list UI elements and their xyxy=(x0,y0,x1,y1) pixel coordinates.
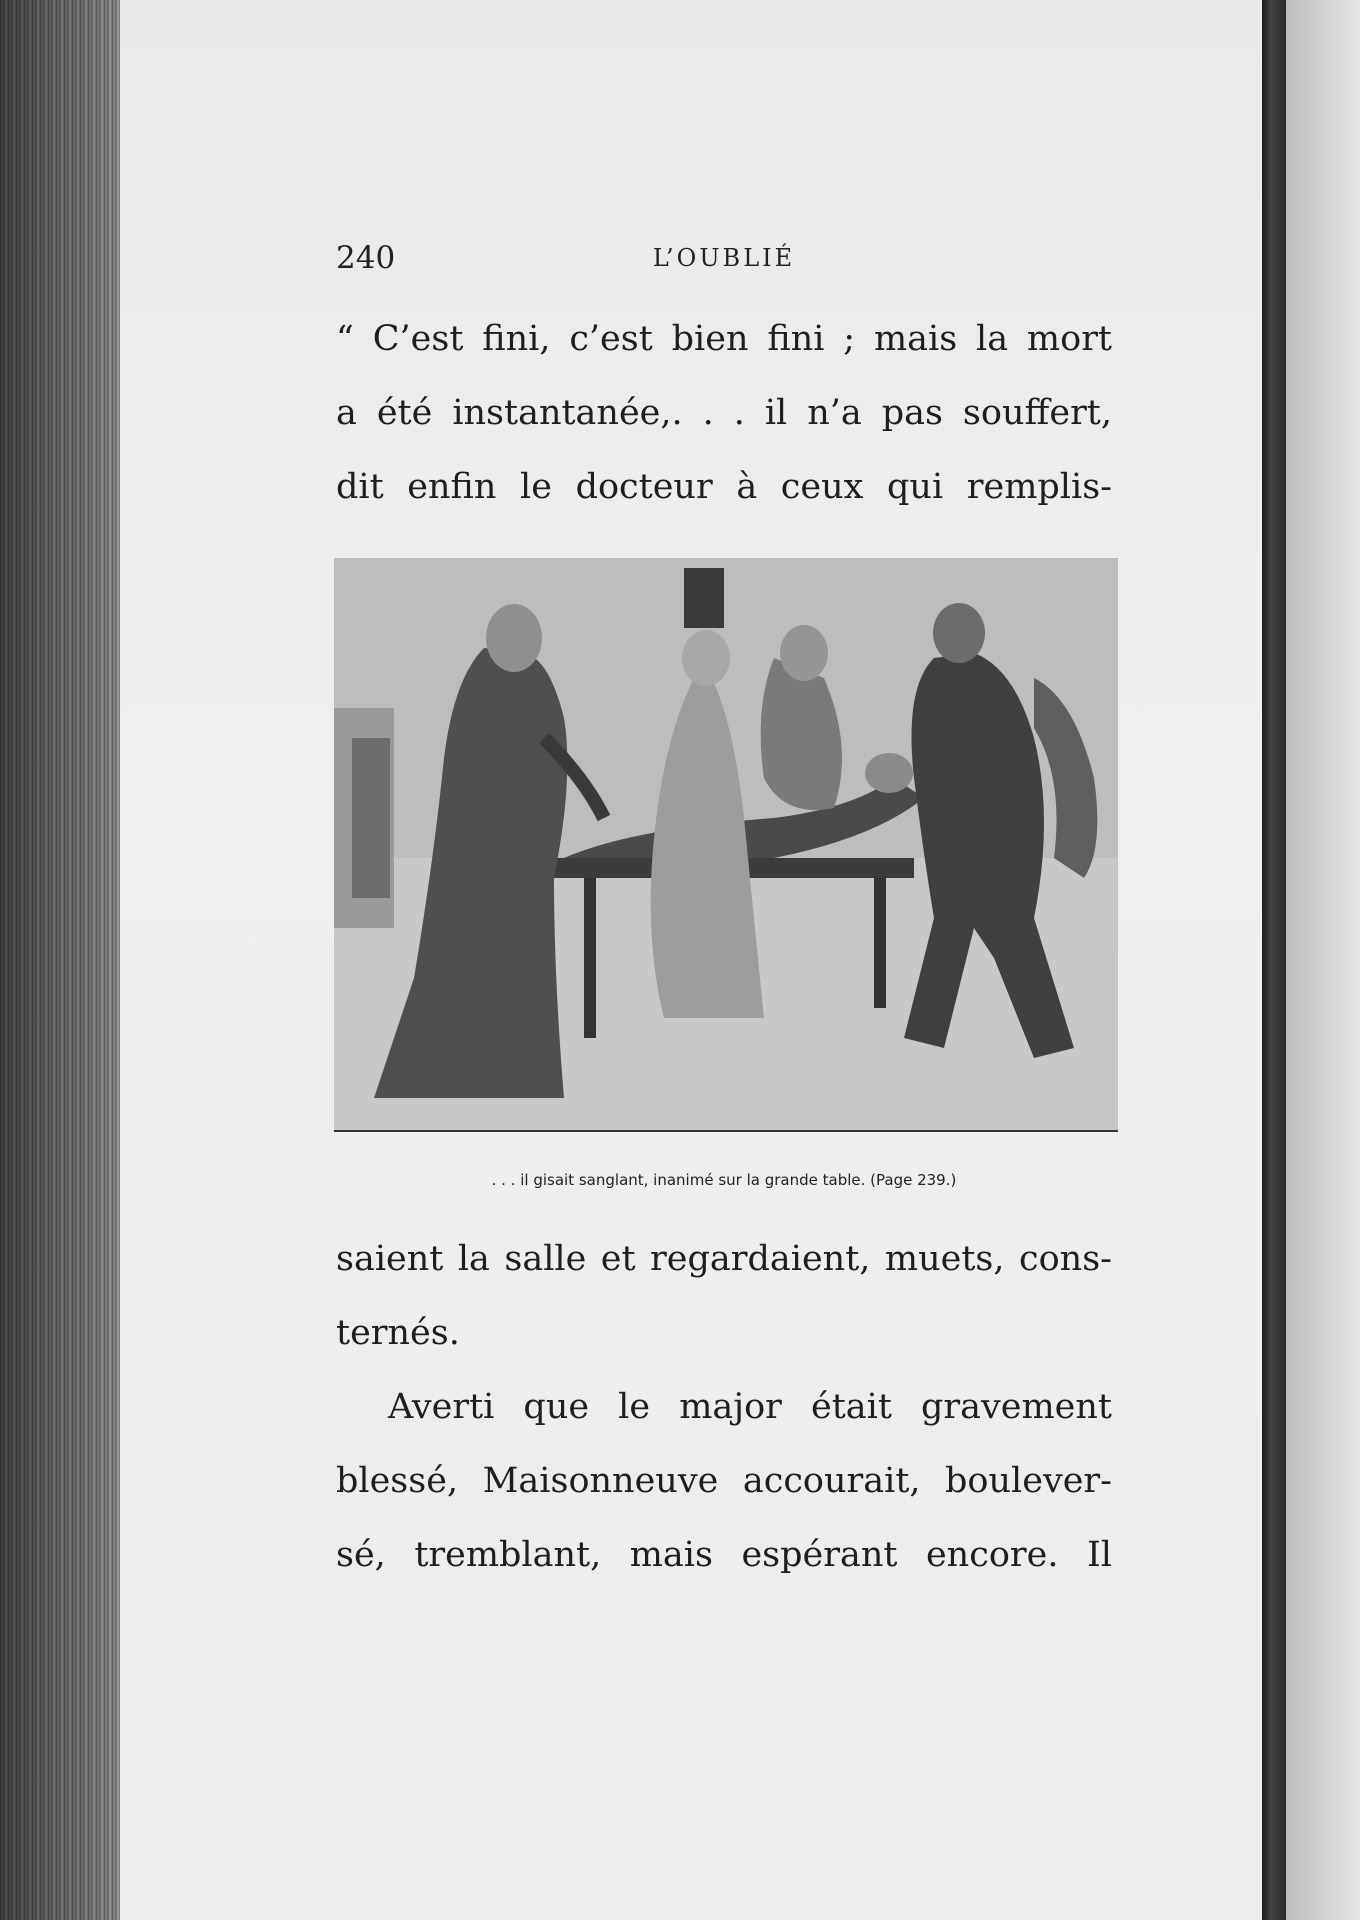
text-line: “ C’est fini, c’est bien fini ; mais la mort xyxy=(336,319,1112,359)
text-line: blessé, Maisonneuve accourait, boulever- xyxy=(336,1461,1112,1501)
text-line: a été instantanée,. . . il n’a pas souffert, xyxy=(336,393,1112,433)
text-line: saient la salle et regardaient, muets, cons- xyxy=(336,1239,1112,1279)
engraving-illustration xyxy=(334,558,1118,1132)
page-number: 240 xyxy=(336,240,396,276)
text-line: sé, tremblant, mais espérant encore. Il xyxy=(336,1535,1112,1575)
running-title: L’OUBLIÉ xyxy=(652,244,796,272)
text-line: dit enfin le docteur à ceux qui remplis- xyxy=(336,467,1112,507)
body-text-bottom xyxy=(336,1222,1112,1592)
illustration-caption: . . . il gisait sanglant, inanimé sur la grande table. (Page 239.) xyxy=(491,1171,957,1189)
book-binding xyxy=(1262,0,1286,1920)
page-header xyxy=(336,240,1112,280)
facing-page-edge xyxy=(1286,0,1360,1920)
text-line: ternés. xyxy=(336,1313,460,1353)
body-text-top xyxy=(336,302,1112,524)
text-line: Averti que le major était gravement xyxy=(388,1387,1112,1427)
